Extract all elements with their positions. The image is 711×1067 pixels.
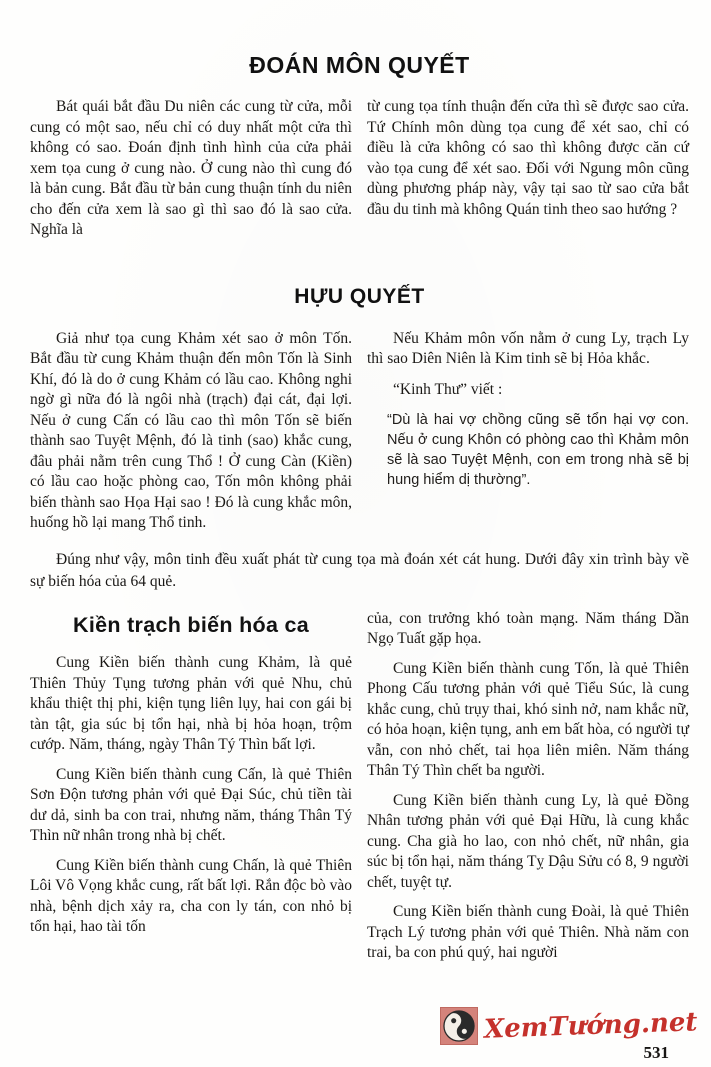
section3-left-column xyxy=(30,609,352,964)
section3-right-column xyxy=(367,609,689,964)
paragraph: Cung Kiền biến thành cung Đoài, là quẻ Thiên Trạch Lý tương phản với quẻ Thiên. Nhà năm con trai, ba con phú quý, hai người xyxy=(367,903,689,961)
section3-columns xyxy=(30,609,689,964)
paragraph: Cung Kiền biến thành cung Cấn, là quẻ Thiên Sơn Độn tương phản với quẻ Đại Súc, chủ tiền tài dư dả, sinh ba con trai, nhưng năm, tháng Thân Tý Thìn nữ nhân trong nhà bị chết. xyxy=(30,765,352,844)
paragraph: Cung Kiền biến thành cung Khảm, là quẻ Thiên Thủy Tụng tương phản với quẻ Nhu, chủ khẩu thiệt thị phi, kiện tụng liên lụy, hai con gái bị tàn tật, gia súc bị tổn hại, nhà bị hỏa hoạn, trộm cướp. Năm, tháng, ngày Thân Tý Thìn bất lợi. xyxy=(30,654,352,753)
paragraph: Cung Kiền biến thành cung Ly, là quẻ Đồng Nhân tương phản với quẻ Đại Hữu, là cung khắc cung. Cha già ho lao, con nhỏ chết, nữ nhân, gia súc bị tổn hại, năm tháng Tỵ Dậu Sửu có 8, 9 người chết, tuyệt tự. xyxy=(367,791,689,891)
bridge-paragraph-wrap xyxy=(30,549,689,593)
section2-columns xyxy=(30,329,689,534)
page-number: 531 xyxy=(643,1043,669,1062)
section1-columns xyxy=(30,97,689,241)
section1-left-column xyxy=(30,97,352,241)
site-watermark xyxy=(440,1007,697,1045)
section2-left-column xyxy=(30,329,352,534)
block-quote: “Dù là hai vợ chồng cũng sẽ tổn hại vợ con. Nếu ở cung Khôn có phòng cao thì Khảm môn sẽ là sao Tuyệt Mệnh, con em trong nhà sẽ bị hung hiểm dị thường”. xyxy=(387,412,689,488)
watermark-text: XemTướng.net xyxy=(483,1007,698,1045)
paragraph: Giả như tọa cung Khảm xét sao ở môn Tốn. Bắt đầu từ cung Khảm thuận đến môn Tốn là Sinh Khí, đó là do ở cung Khảm có lầu cao. Không nghi ngờ gì nữa đó là ngôi nhà (trạch) đại cát, đại lợi. Nếu ở cung Cấn có lầu cao thì môn Tốn sẽ biến thành sao Tuyệt Mệnh, đó là tinh (sao) khắc cung, đâu phải nằm trên cung Thổ ! Ở cung Càn (Kiền) có lầu cao hoặc phòng cao, Tốn môn không phải biến thành sao Họa Hại sao ! Đó là cung khắc môn, huống hồ lại mang Thổ tinh. xyxy=(30,329,352,531)
paragraph: Đúng như vậy, môn tinh đều xuất phát từ cung tọa mà đoán xét cát hung. Dưới đây xin trình bày về sự biến hóa của 64 quẻ. xyxy=(30,550,689,590)
section2-right-column xyxy=(367,329,689,534)
paragraph: Cung Kiền biến thành cung Tốn, là quẻ Thiên Phong Cấu tương phản với quẻ Tiểu Súc, là cung khắc cung, chủ trụy thai, khó sinh nở, nam khắc nữ, có hỏa hoạn, kiện tụng, anh em bất hòa, có người tự vẫn, con nhỏ chết, tai họa liên miên. Năm tháng Thân Tý Thìn chết ba người. xyxy=(367,659,690,779)
paragraph: từ cung tọa tính thuận đến cửa thì sẽ được sao cửa. Tứ Chính môn dùng tọa cung để xét sao, chỉ có điều là cửa không có sao thì không được căn cứ vào tọa cung để xét sao. Đối với Ngung môn cũng dùng phương pháp này, vậy tại sao từ sao cửa bắt đầu du tinh mà không Quán tinh theo sao hướng ? xyxy=(367,98,689,218)
section1-right-column xyxy=(367,97,689,241)
section2-heading: HỰU QUYẾT xyxy=(294,284,425,308)
paragraph: Nếu Khảm môn vốn nằm ở cung Ly, trạch Ly thì sao Diên Niên là Kim tinh sẽ bị Hỏa khắc. xyxy=(367,329,689,367)
yin-yang-icon xyxy=(440,1007,478,1045)
paragraph: Bát quái bắt đầu Du niên các cung từ cửa, mỗi cung có một sao, nếu chỉ có duy nhất một cửa thì không có sao. Đoán định tình hình của cửa phải xem tọa cung ở cung nào. Ở cung nào thì cung đó là bản cung. Bắt đầu từ bản cung thuận tính du niên cho đến cửa xem là sao gì thì sao đó là sao cửa. Nghĩa là xyxy=(30,98,352,238)
paragraph-continuation: của, con trưởng khó toàn mạng. Năm tháng Dần Ngọ Tuất gặp họa. xyxy=(367,609,689,647)
section3-heading: Kiền trạch biến hóa ca xyxy=(73,612,309,637)
page-title: ĐOÁN MÔN QUYẾT xyxy=(249,52,470,78)
paragraph: Cung Kiền biến thành cung Chấn, là quẻ Thiên Lôi Vô Vọng khắc cung, rất bất lợi. Rắn độc bò vào nhà, bệnh dịch xảy ra, cha con ly tán, con nhỏ bị tổn hại, hao tài tốn xyxy=(30,856,352,935)
quote-source-label: “Kinh Thư” viết : xyxy=(393,380,503,398)
